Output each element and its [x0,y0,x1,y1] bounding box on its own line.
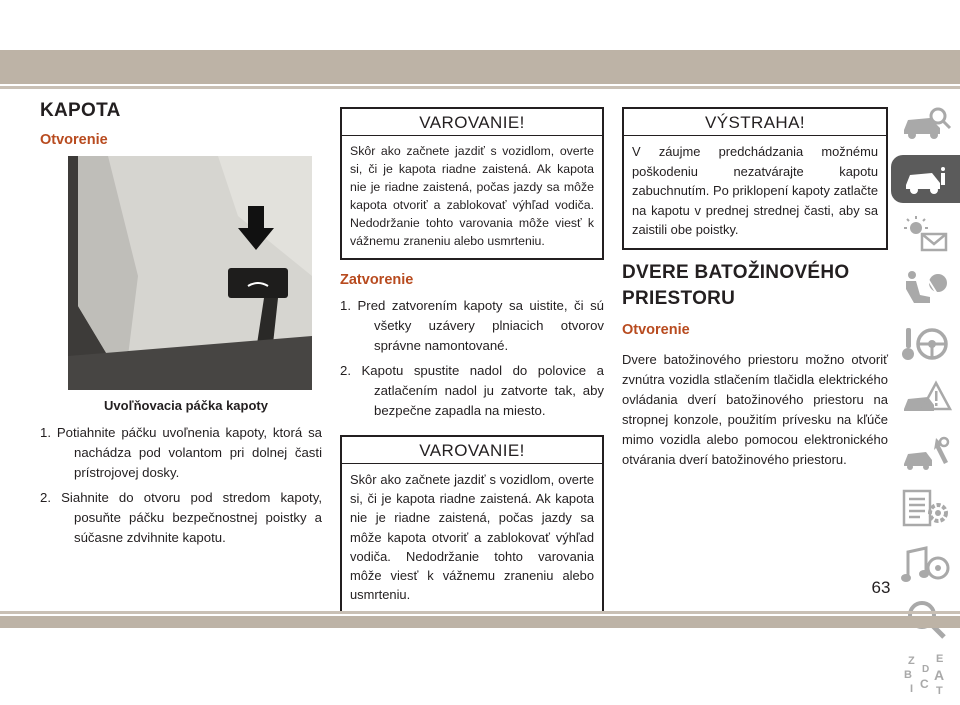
list-item [340,296,604,356]
chapter-tab-sidebar [891,100,960,705]
multimedia-icon [900,544,952,584]
tab-starting-operating[interactable] [891,320,960,368]
index-letter: I [909,683,913,695]
opening-steps-list [40,423,322,548]
hood-release-photo [68,156,312,390]
index-letter: A [933,667,944,683]
specifications-icon [900,489,952,529]
list-item [340,361,604,421]
tab-specifications[interactable] [891,485,960,533]
tab-car-search[interactable] [891,100,960,148]
index-letter: T [935,685,943,696]
tab-warning-lights[interactable] [891,210,960,258]
liftgate-paragraph: Dvere batožinového priestoru možno otvoriť zvnútra vozidla stlačením tlačidla elektrického ovládania dverí batožinového priestoru na stropnej konzole, použitím prívesku na kľúče mimo vozidla alebo pomocou elektronického otvárania dverí batožinového priestoru. [622,351,888,467]
caution-box [622,107,888,250]
warning-title: VAROVANIE! [342,437,602,464]
tab-multimedia[interactable] [891,540,960,588]
caution-text: V záujme predchádzania možnému poškodeniu nezatvárajte kapotu zabuchnutím. Po priklopení kapoty zatlačte na kapotu v prednej strednej časti, aby sa zaistili obe poistky. [632,144,878,238]
alphabet-index-icon [900,652,952,696]
car-emergency-icon [900,379,952,419]
page-number: 63 [871,578,891,597]
car-service-icon [900,434,952,474]
list-item [40,488,322,548]
step-text: Pred zatvorením kapoty sa uistite, či sú všetky uzávery plniacich otvorov správne namontované. [357,298,604,353]
top-divider [0,86,960,89]
index-letter: D [921,664,929,675]
airbag-seat-icon [900,269,952,309]
step-number: 2. [340,363,351,378]
step-text: Siahnite do otvoru pod stredom kapoty, posuňte páčku bezpečnostnej poistky a súčasne zdvihnite kapotu. [61,490,322,545]
section-heading-liftgate: DVERE BATOŽINOVÉHO PRIESTORU [622,261,850,309]
index-letter: Z [907,655,915,667]
caution-title: VÝSTRAHA! [624,109,886,136]
step-number: 1. [340,298,351,313]
list-item [40,423,322,483]
step-number: 1. [40,425,51,440]
closing-steps-list [340,296,604,421]
tab-service[interactable] [891,430,960,478]
car-search-icon [900,104,952,144]
index-letter: C [919,677,929,691]
warning-text: Skôr ako začnete jazdiť s vozidlom, overte si, či je kapota riadne zaistená. Ak kapota nie je riadne zaistená, počas jazdy sa môže kapota otvoriť a zablokovať výhľad vodiča. Nedodržanie tohto varovania môže viesť k vážnemu zraneniu alebo usmrteniu. [350,472,594,603]
bottom-divider [0,611,960,614]
tab-emergency[interactable] [891,375,960,423]
subheading-zatvorenie: Zatvorenie [340,272,414,288]
warning-title: VAROVANIE! [342,109,602,136]
warning-box-2 [340,435,604,614]
warning-text: Skôr ako začnete jazdiť s vozidlom, overte si, či je kapota riadne zaistená. Ak kapota nie je riadne zaistená, počas jazdy sa môže kapota otvoriť a zablokovať výhľad vodiča. Nedodržanie tohto varovania môže viesť k vážnemu zraneniu alebo usmrteniu. [350,144,594,248]
right-column [622,107,888,470]
subheading-otvorenie-liftgate: Otvorenie [622,321,690,338]
tab-car-info[interactable] [891,155,960,203]
top-decorative-band [0,50,960,84]
step-text: Potiahnite páčku uvoľnenia kapoty, ktorá sa nachádza pod volantom pri dolnej časti prístrojovej dosky. [56,425,322,480]
section-heading-kapota: KAPOTA [40,100,121,121]
image-caption: Uvoľňovacia páčka kapoty [104,398,268,413]
step-text: Kapotu spustite nadol do polovice a zatlačením nadol ju zatvorte tak, aby bezpečne zapadla na miesto. [361,363,604,418]
warning-light-message-icon [900,214,952,254]
step-number: 2. [40,490,51,505]
index-letter: E [935,653,943,665]
tab-index[interactable] [891,650,960,698]
left-column [40,100,322,553]
car-info-icon [900,159,952,199]
bottom-decorative-band [0,616,960,628]
tab-safety[interactable] [891,265,960,313]
index-letter: B [903,669,912,681]
steering-wheel-icon [900,324,952,364]
middle-column [340,107,604,614]
subheading-otvorenie: Otvorenie [40,132,108,148]
warning-box-1 [340,107,604,260]
